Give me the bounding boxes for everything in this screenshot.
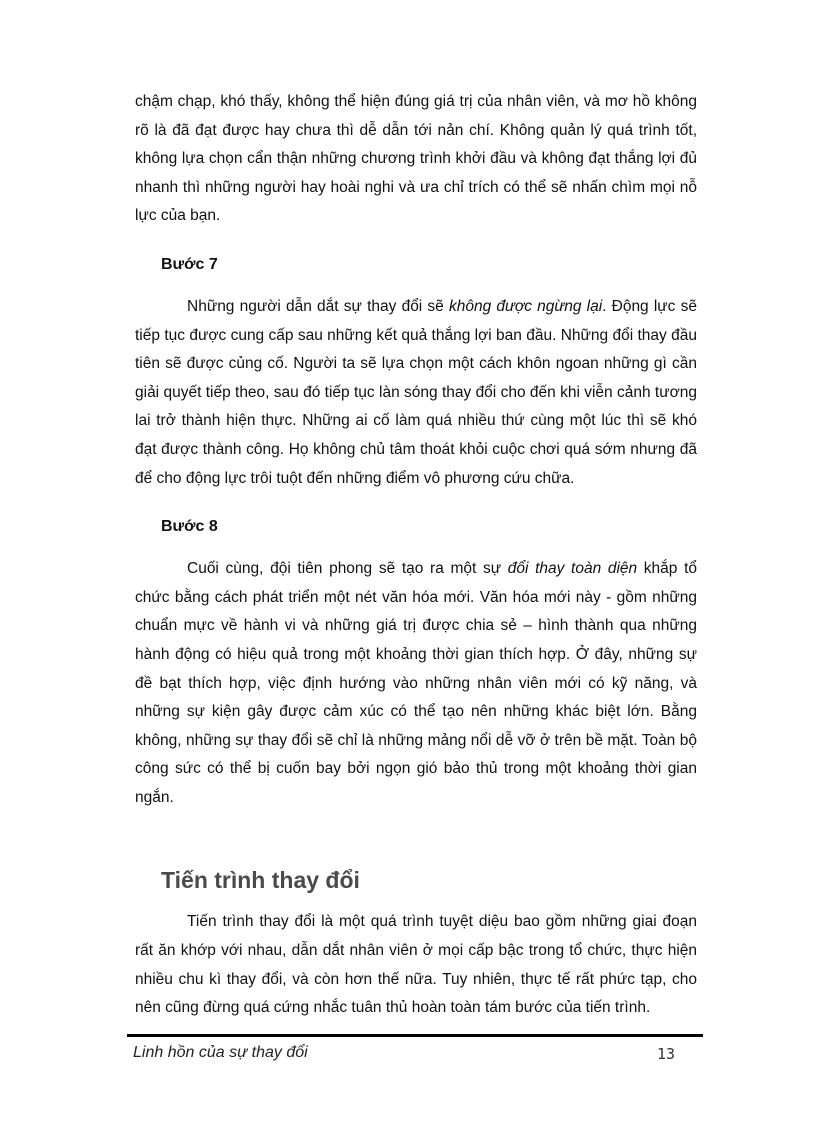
intro-paragraph: chậm chạp, khó thấy, không thể hiện đúng giá trị của nhân viên, và mơ hồ không rõ là đã đạt được hay chưa thì dễ dẫn tới nản chí. Không quản lý quá trình tốt, không lựa chọn cẩn thận những chương trình khởi đầu và không đạt thắng lợi đủ nhanh thì những người hay hoài nghi và ưa chỉ trích có thể sẽ nhấn chìm mọi nỗ lực của bạn. <box>135 93 697 225</box>
step-8-emphasis: đổi thay toàn diện <box>507 560 638 578</box>
step-8-text-end: khắp tổ chức bằng cách phát triển một nét văn hóa mới. Văn hóa mới này - gồm những chuẩn mực về hành vi và những giá trị được chia sẻ – hình thành qua những hành động có hiệu quả trong một khoảng thời gian thích hợp. Ở đây, những sự đề bạt thích hợp, việc định hướng vào những nhân viên mới có kỹ năng, và những sự kiện gây được cảm xúc có thể tạo nên những khác biệt lớn. Bằng không, những sự thay đổi sẽ chỉ là những mảng nổi dễ vỡ ở trên bề mặt. Toàn bộ công sức có thể bị cuốn bay bởi ngọn gió bảo thủ trong một khoảng thời gian ngắn. <box>135 560 697 806</box>
step-8-text-start: Cuối cùng, đội tiên phong sẽ tạo ra một sự <box>187 560 508 578</box>
step-7-paragraph <box>135 293 697 493</box>
page-number: 13 <box>657 1045 676 1063</box>
footer-rule <box>127 1034 703 1037</box>
step-7-heading: Bước 7 <box>161 255 218 273</box>
section-title: Tiến trình thay đổi <box>161 867 360 894</box>
footer-book-title: Linh hồn của sự thay đổi <box>133 1044 308 1061</box>
step-8-heading: Bước 8 <box>161 518 218 536</box>
step-8-paragraph <box>135 555 697 812</box>
page-body <box>135 88 697 1023</box>
section-paragraph: Tiến trình thay đổi là một quá trình tuyệt diệu bao gồm những giai đoạn rất ăn khớp với nhau, dẫn dắt nhân viên ở mọi cấp bậc trong tổ chức, thực hiện nhiều chu kì thay đổi, và còn hơn thế nữa. Tuy nhiên, thực tế rất phức tạp, cho nên cũng đừng quá cứng nhắc tuân thủ hoàn toàn tám bước của tiến trình. <box>135 913 697 1017</box>
step-7-emphasis: không được ngừng lại <box>448 297 603 315</box>
step-7-text-start: Những người dẫn dắt sự thay đổi sẽ <box>187 297 449 315</box>
step-7-text-end: . Động lực sẽ tiếp tục được cung cấp sau những kết quả thắng lợi ban đầu. Những đổi thay đầu tiên sẽ được củng cố. Người ta sẽ lựa chọn một cách khôn ngoan những gì cần giải quyết tiếp theo, sau đó tiếp tục làn sóng thay đổi cho đến khi viễn cảnh tương lai trở thành hiện thực. Những ai cố làm quá nhiều thứ cùng một lúc thì sẽ khó đạt được thành công. Họ không chủ tâm thoát khỏi cuộc chơi quá sớm nhưng đã để cho động lực trôi tuột đến những điểm vô phương cứu chữa. <box>135 297 697 487</box>
